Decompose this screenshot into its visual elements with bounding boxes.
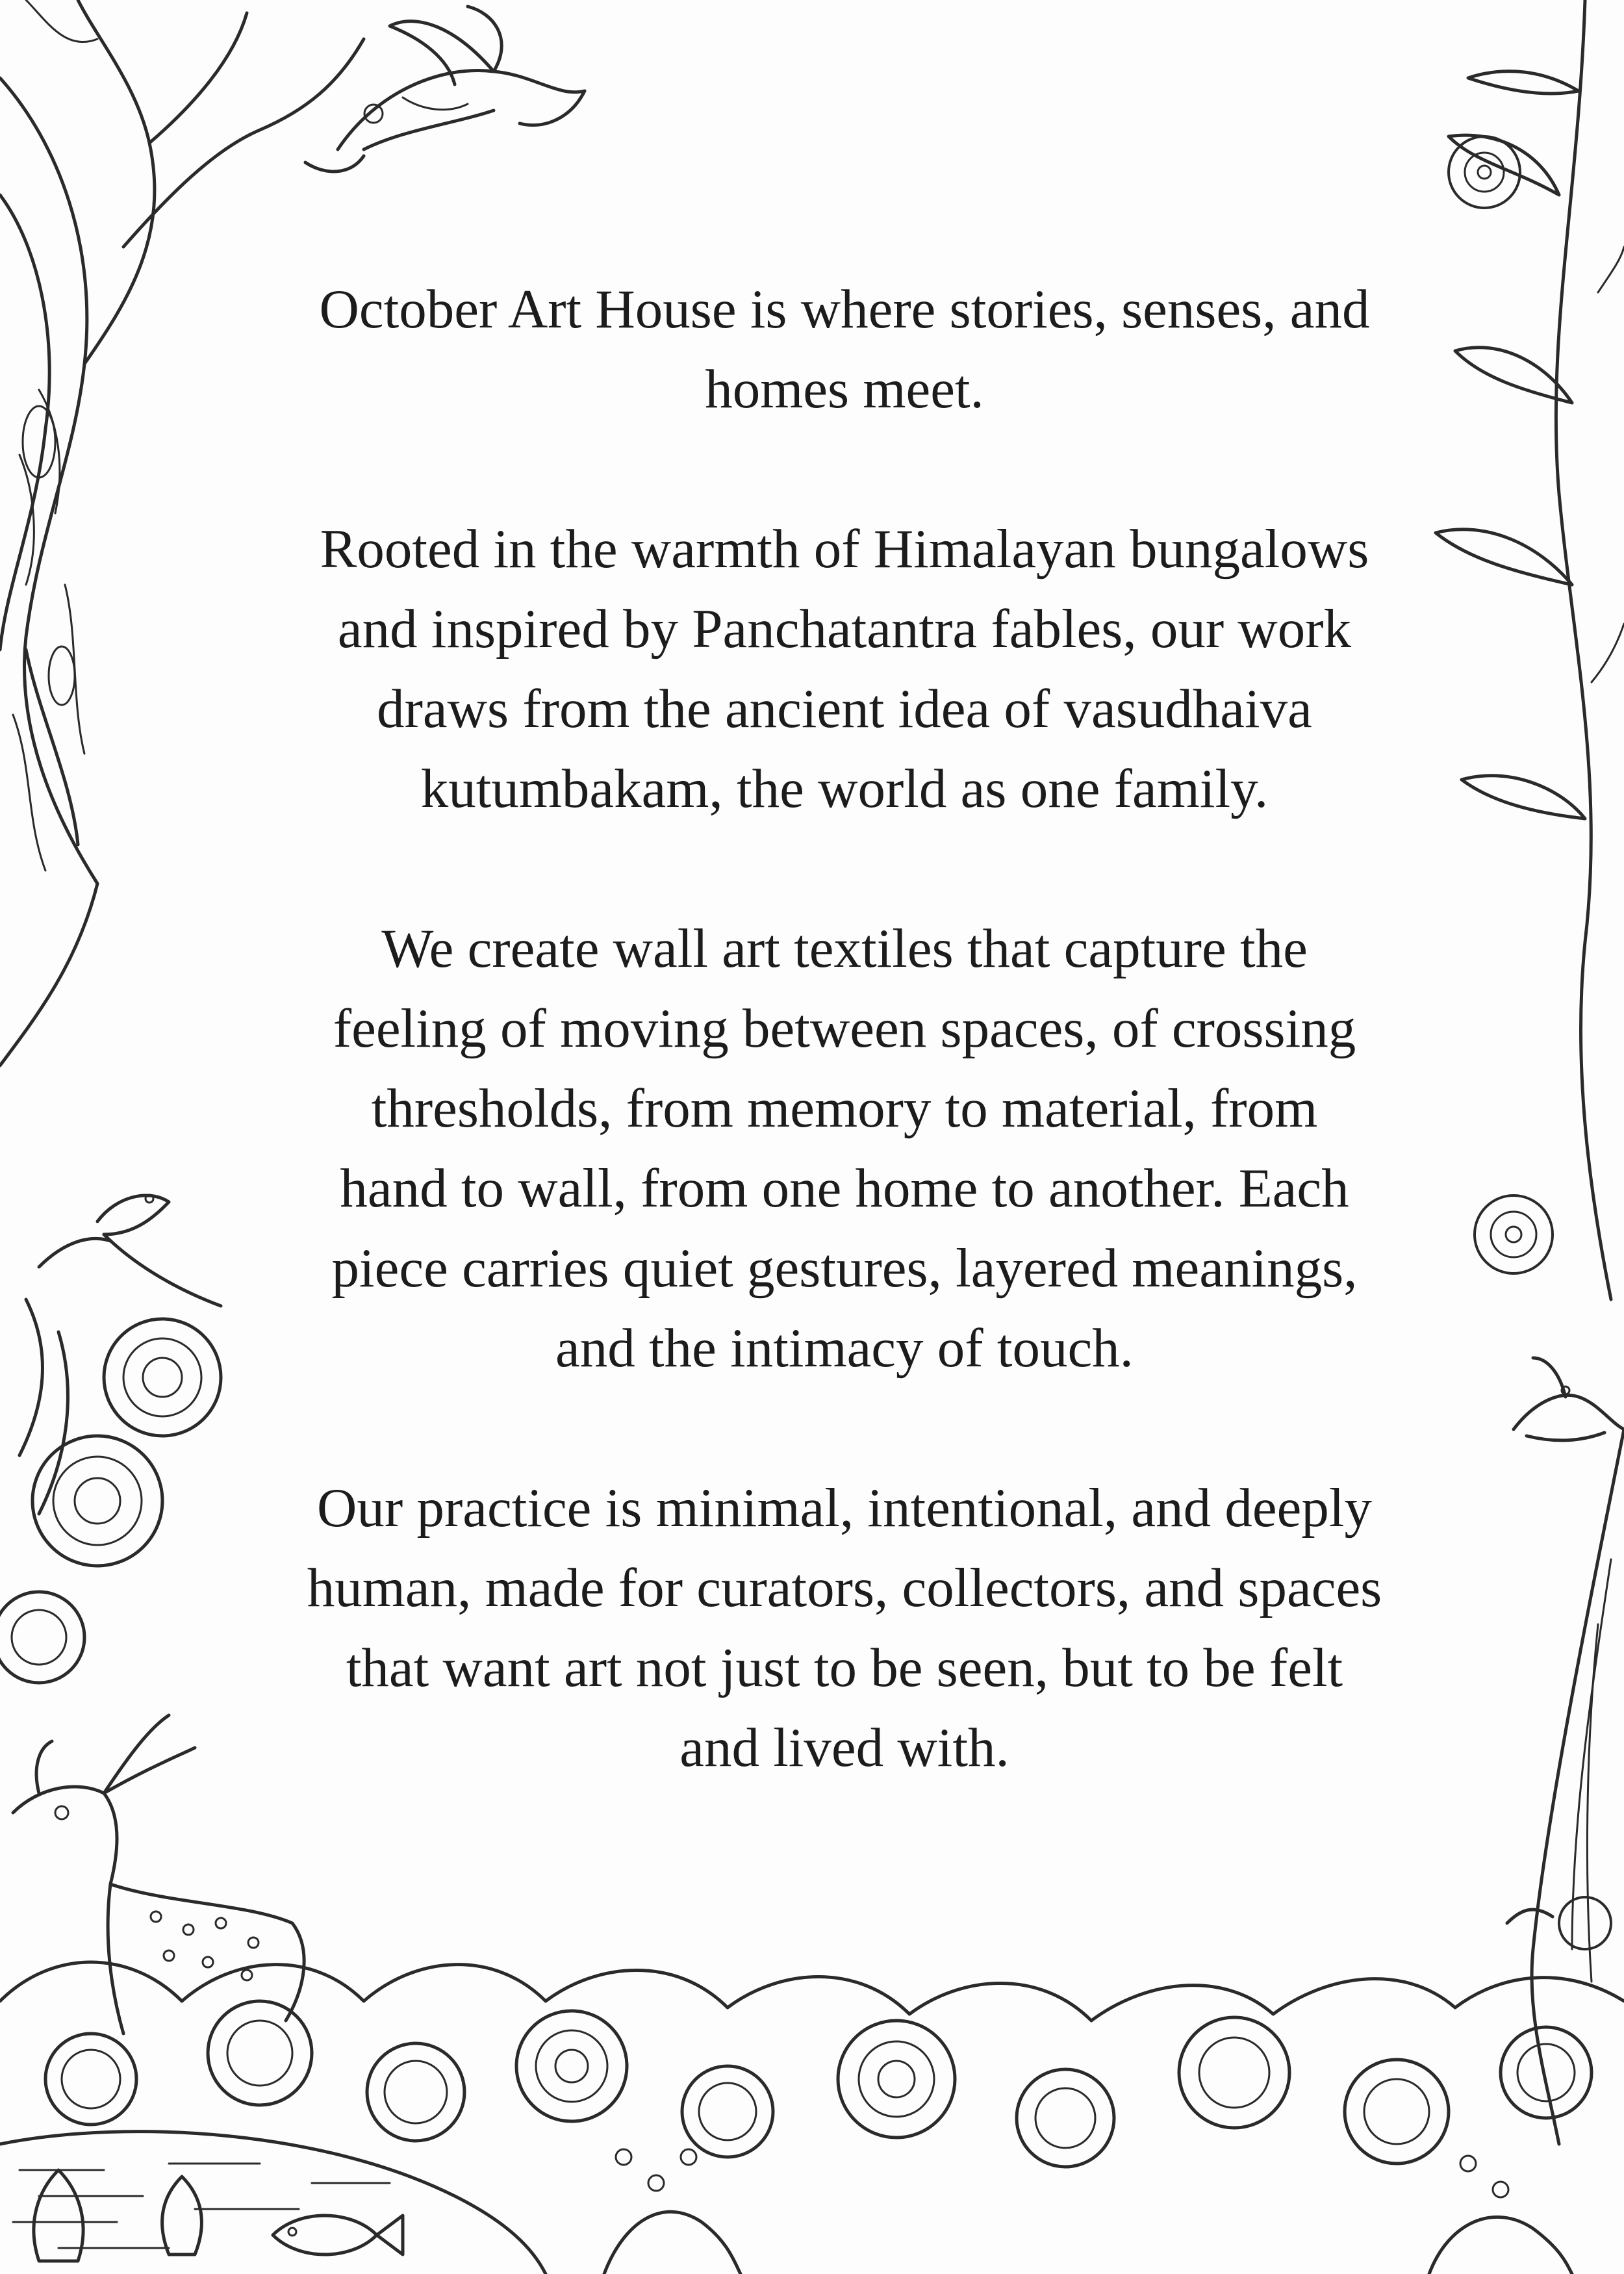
text-line: and the intimacy of touch.	[555, 1318, 1134, 1379]
text-line: hand to wall, from one home to another. Each	[340, 1158, 1349, 1219]
text-line: We create wall art textiles that capture the	[381, 918, 1308, 979]
text-line: kutumbakam, the world as one family.	[420, 758, 1269, 819]
text-line: piece carries quiet gestures, layered meanings,	[331, 1238, 1358, 1299]
paragraph-textiles	[214, 909, 1475, 1388]
text-line: thresholds, from memory to material, from	[371, 1078, 1318, 1139]
bird-on-branch-left-icon	[0, 1195, 221, 1683]
about-text-block	[214, 270, 1475, 1788]
paragraph-roots	[214, 509, 1475, 829]
bottom-bushes-icon	[0, 1962, 1624, 2274]
paragraph-practice	[214, 1468, 1475, 1788]
text-line: and inspired by Panchatantra fables, our work	[337, 598, 1352, 659]
text-line: homes meet.	[705, 359, 984, 420]
paragraph-intro	[214, 270, 1475, 429]
text-line: Rooted in the warmth of Himalayan bungalows	[320, 518, 1369, 580]
flying-bird-top-left-icon	[305, 6, 585, 172]
text-line: draws from the ancient idea of vasudhaiva	[377, 678, 1312, 739]
small-bird-right-icon	[1514, 1358, 1624, 1440]
text-line: human, made for curators, collectors, and spaces	[307, 1557, 1382, 1618]
tree-trunk-right-icon	[1507, 1429, 1624, 2144]
text-line: that want art not just to be seen, but to be felt	[346, 1637, 1343, 1698]
text-line: October Art House is where stories, senses, and	[319, 279, 1370, 340]
text-line: feeling of moving between spaces, of crossing	[333, 998, 1356, 1059]
text-line: Our practice is minimal, intentional, and deeply	[317, 1477, 1372, 1539]
text-line: and lived with.	[679, 1717, 1009, 1778]
